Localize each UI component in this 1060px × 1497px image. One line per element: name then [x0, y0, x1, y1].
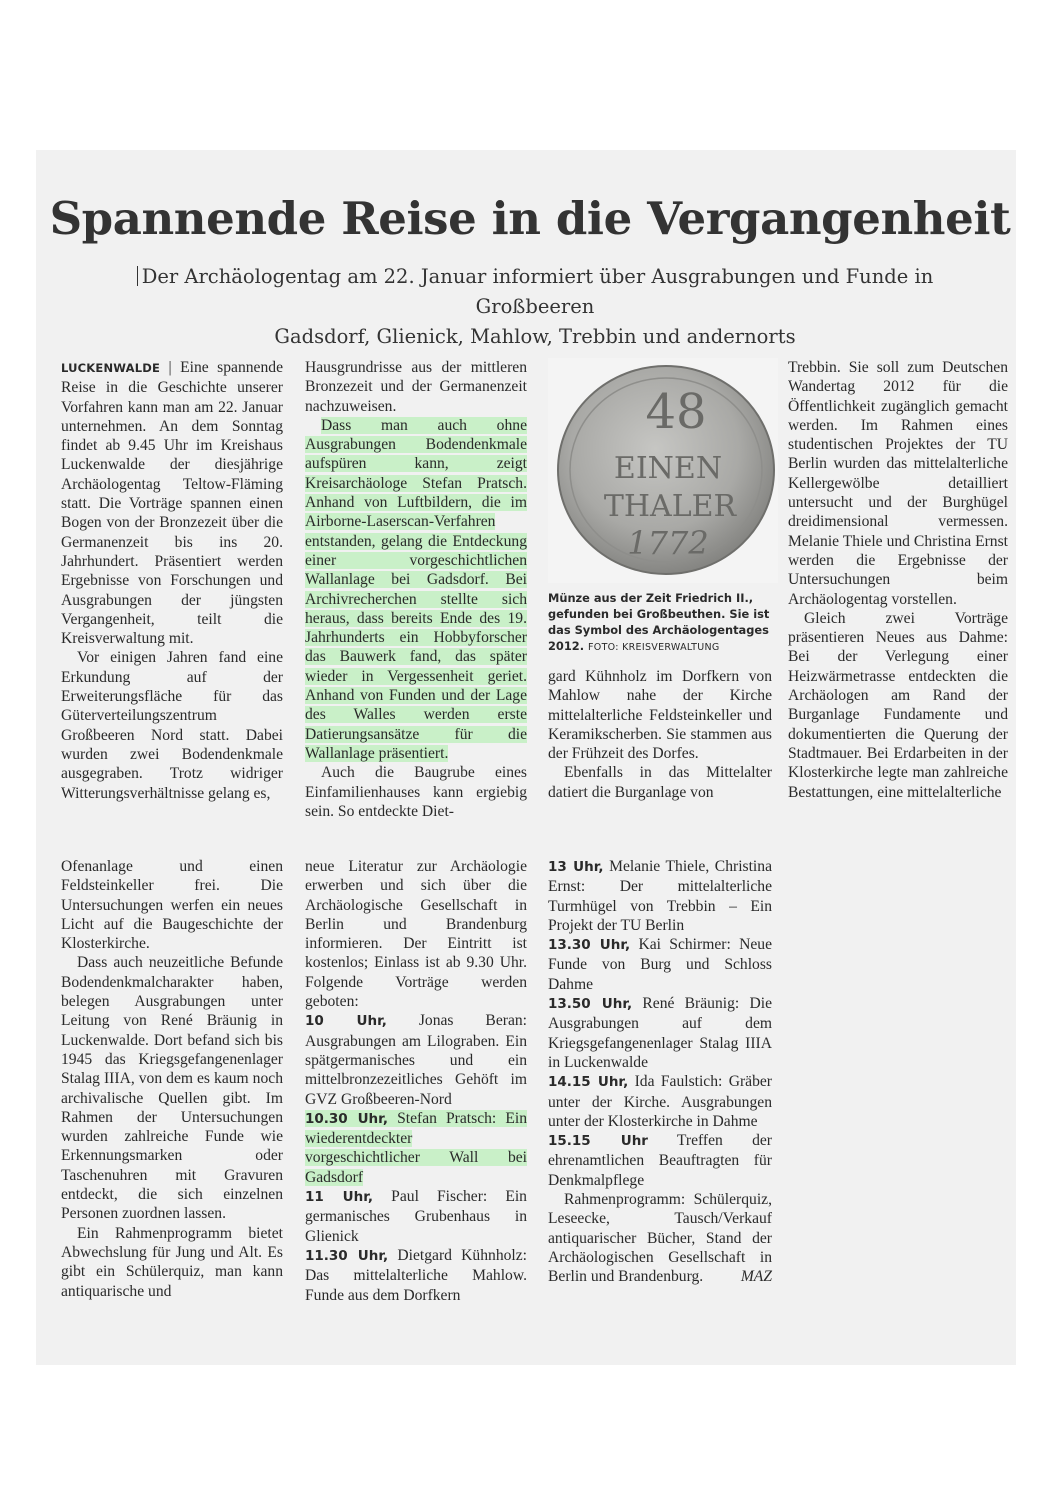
- program-text: Ida Faulstich: Gräber unter der Kirche. Ausgrabungen unter der Klosterkirche in Dahme: [548, 1073, 772, 1130]
- coin-image: [548, 358, 778, 583]
- lower-column-1: [61, 857, 283, 1301]
- paragraph: gard Kühnholz im Dorfkern von Mahlow nahe der Kirche mittelalterliche Feldsteinkeller und Keramikscherben. Sie stammen aus der Frühzeit des Dorfes.: [548, 668, 772, 763]
- program-time: 15.15 Uhr: [548, 1133, 648, 1150]
- upper-column-2: [305, 358, 527, 821]
- upper-column-4: [788, 358, 1008, 802]
- dateline-separator: |: [160, 359, 181, 376]
- lower-column-3: [548, 857, 772, 1287]
- upper-column-1: [61, 358, 283, 803]
- paragraph: Ebenfalls in das Mittelalter datiert die Burganlage von: [548, 764, 772, 801]
- program-text: Jonas Beran: Ausgrabungen am Lilograben. Ein spätgermanisches und ein mittelbronzezeitliches Gehöft im GVZ Großbeeren-Nord: [305, 1012, 527, 1108]
- highlighted-text: [305, 1110, 527, 1186]
- subhead-rule: [137, 266, 138, 286]
- lower-column-2: [305, 857, 527, 1305]
- paragraph: Vor einigen Jahren fand eine Erkundung auf der Erweiterungsfläche für das Güterverteilungszentrum Großbeeren Nord statt. Dabei wurden zwei Bodendenkmale ausgegraben. Trotz widriger Witterungsverhältnisse gelang es,: [61, 649, 283, 802]
- program-item: [548, 857, 772, 935]
- program-text: Paul Fischer: Ein germanisches Grubenhaus in Glienick: [305, 1188, 527, 1245]
- coin-text-thaler: THALER: [603, 489, 737, 524]
- coin-text-year: 1772: [627, 524, 709, 562]
- program-time: 10 Uhr,: [305, 1013, 387, 1030]
- program-text: Kai Schirmer: Neue Funde von Burg und Schloss Dahme: [548, 936, 772, 993]
- subhead-line-2: Gadsdorf, Glienick, Mahlow, Trebbin und andernorts: [274, 325, 796, 348]
- program-item: [548, 1072, 772, 1131]
- program-item: [548, 1131, 772, 1190]
- photo-caption: [548, 590, 778, 656]
- program-time: 13 Uhr,: [548, 859, 604, 875]
- paragraph: Hausgrundrisse aus der mittleren Bronzezeit und der Germanenzeit nachzuweisen.: [305, 359, 527, 415]
- program-item: [305, 1246, 527, 1305]
- program-item-highlighted: [305, 1109, 527, 1187]
- subhead-text-1: Der Archäologentag am 22. Januar informiert über Ausgrabungen und Funde in Großbeeren: [141, 265, 934, 318]
- coin-text-value: 48: [645, 384, 707, 440]
- program-text: Dietgard Kühnholz: Das mittelalterliche Mahlow. Funde aus dem Dorfkern: [305, 1246, 527, 1304]
- author-signature: MAZ: [740, 1268, 772, 1286]
- program-item: [305, 1011, 527, 1108]
- paragraph-text: Eine spannende Reise in die Geschichte unserer Vorfahren kann man am 22. Januar unternehmen. An dem Sonntag findet ab 9.45 Uhr im Kreishaus Luckenwalde der diesjährige Archäologentag Teltow-Fläming statt. Die Vorträge spannen einen Bogen von der Bronzezeit über die Germanenzeit bis ins 20. Jahrhundert. Präsentiert werden Ergebnisse von Forschungen und Ausgrabungen der jüngsten Vergangenheit, teilt die Kreisverwaltung mit.: [61, 359, 283, 648]
- program-text: René Bräunig: Die Ausgrabungen auf dem Kriegsgefangenenlager Stalag IIIA in Luckenwalde: [548, 995, 772, 1071]
- dateline: LUCKENWALDE: [61, 361, 161, 375]
- program-time: 14.15 Uhr,: [548, 1074, 629, 1091]
- paragraph: [548, 1190, 772, 1286]
- coin-text-einen: EINEN: [613, 451, 723, 486]
- paragraph: Ofenanlage und einen Feldsteinkeller frei. Die Untersuchungen werfen ein neues Licht auf die Baugeschichte der Klosterkirche.: [61, 858, 283, 953]
- upper-column-3: [548, 667, 772, 802]
- subhead-line-1: [120, 262, 950, 322]
- paragraph: neue Literatur zur Archäologie erwerben und sich über die Archäologische Gesellschaft in Berlin und Brandenburg informieren. Der Eintritt ist kostenlos; Einlass ist ab 9.30 Uhr. Folgende Vorträge werden geboten:: [305, 858, 527, 1011]
- program-text: Stefan Pratsch: Ein wiederentdeckter vorgeschichtlicher Wall bei Gadsdorf: [305, 1109, 527, 1186]
- paragraph: Dass auch neuzeitliche Befunde Bodendenkmalcharakter haben, belegen Ausgrabungen unter Leitung von René Bräunig in Luckenwalde. Dort befand sich bis 1945 das Kriegsgefangenenlager Stalag IIIA, von dem es kaum noch archivalische Quellen gibt. Im Rahmen der Untersuchungen wurden zahlreiche Funde wie Erkennungsmarken oder Taschenuhren mit Gravuren entdeckt, die sich einzelnen Personen zuordnen lassen.: [61, 954, 283, 1223]
- coin-photo: [548, 358, 778, 583]
- program-item: [548, 994, 772, 1072]
- article-headline: Spannende Reise in die Vergangenheit: [49, 192, 1011, 246]
- paragraph: Gleich zwei Vorträge präsentieren Neues aus Dahme: Bei der Verlegung einer Heizwärmetrasse entdeckten die Archäologen am Rand der Burganlage Fundamente und dokumentierten die Querung der Stadtmauer. Bei Erdarbeiten in der Klosterkirche legte man zahlreiche Bestattungen, eine mittelalterliche: [788, 609, 1008, 801]
- photo-credit: FOTO: KREISVERWALTUNG: [588, 642, 720, 653]
- paragraph-highlighted: [305, 416, 527, 763]
- program-text: Melanie Thiele, Christina Ernst: Der mittelalterliche Turmhügel von Trebbin – Ein Projekt der TU Berlin: [548, 858, 772, 934]
- program-time: 10.30 Uhr,: [305, 1110, 388, 1127]
- highlighted-text: Dass man auch ohne Ausgrabungen Bodendenkmale aufspüren kann, zeigt Kreisarchäologe Stefan Pratsch. Anhand von Luftbildern, die im Airborne-Laserscan-Verfahren entstanden, gelang die Entdeckung einer vorgeschichtlichen Wallanlage bei Gadsdorf. Bei Archivrecherchen stellte sich heraus, dass bereits Ende des 19. Jahrhunderts ein Hobbyforscher das Bauwerk fand, das später wieder in Vergessenheit geriet. Anhand von Funden und der Lage des Walles werden erste Datierungsansätze für die Wallanlage präsentiert.: [305, 416, 527, 762]
- program-time: 11.30 Uhr,: [305, 1247, 389, 1264]
- caption-text: Münze aus der Zeit Friedrich II., gefunden bei Großbeuthen. Sie ist das Symbol des Archäologentages 2012.: [548, 591, 770, 653]
- paragraph: Ein Rahmenprogramm bietet Abwechslung für Jung und Alt. Es gibt ein Schülerquiz, man kann antiquarische und: [61, 1224, 283, 1300]
- program-item: [305, 1187, 527, 1246]
- article-subhead: [120, 262, 950, 352]
- program-item: [548, 935, 772, 994]
- program-time: 11 Uhr,: [305, 1189, 374, 1206]
- program-time: 13.50 Uhr,: [548, 996, 633, 1013]
- program-time: 13.30 Uhr,: [548, 937, 631, 954]
- paragraph: [61, 358, 283, 648]
- paragraph: Auch die Baugrube eines Einfamilienhauses kann ergiebig sein. So entdeckte Diet-: [305, 764, 527, 820]
- program-text: Treffen der ehrenamtlichen Beauftragten für Denkmalpflege: [548, 1132, 772, 1189]
- rahmenprogramm-text: Rahmenprogramm: Schülerquiz, Leseecke, Tausch/Verkauf antiquarischer Bücher, Stand der Archäologischen Gesellschaft in Berlin und Brandenburg.: [548, 1191, 772, 1286]
- paragraph: Trebbin. Sie soll zum Deutschen Wandertag 2012 für die Öffentlichkeit zugänglich gemacht werden. Im Rahmen eines studentischen Projektes der TU Berlin wurden das mittelalterliche Kellergewölbe detailliert untersucht und der Burghügel dreidimensional vermessen. Melanie Thiele und Christina Ernst werden die Ergebnisse der Untersuchungen beim Archäologentag vorstellen.: [788, 359, 1008, 608]
